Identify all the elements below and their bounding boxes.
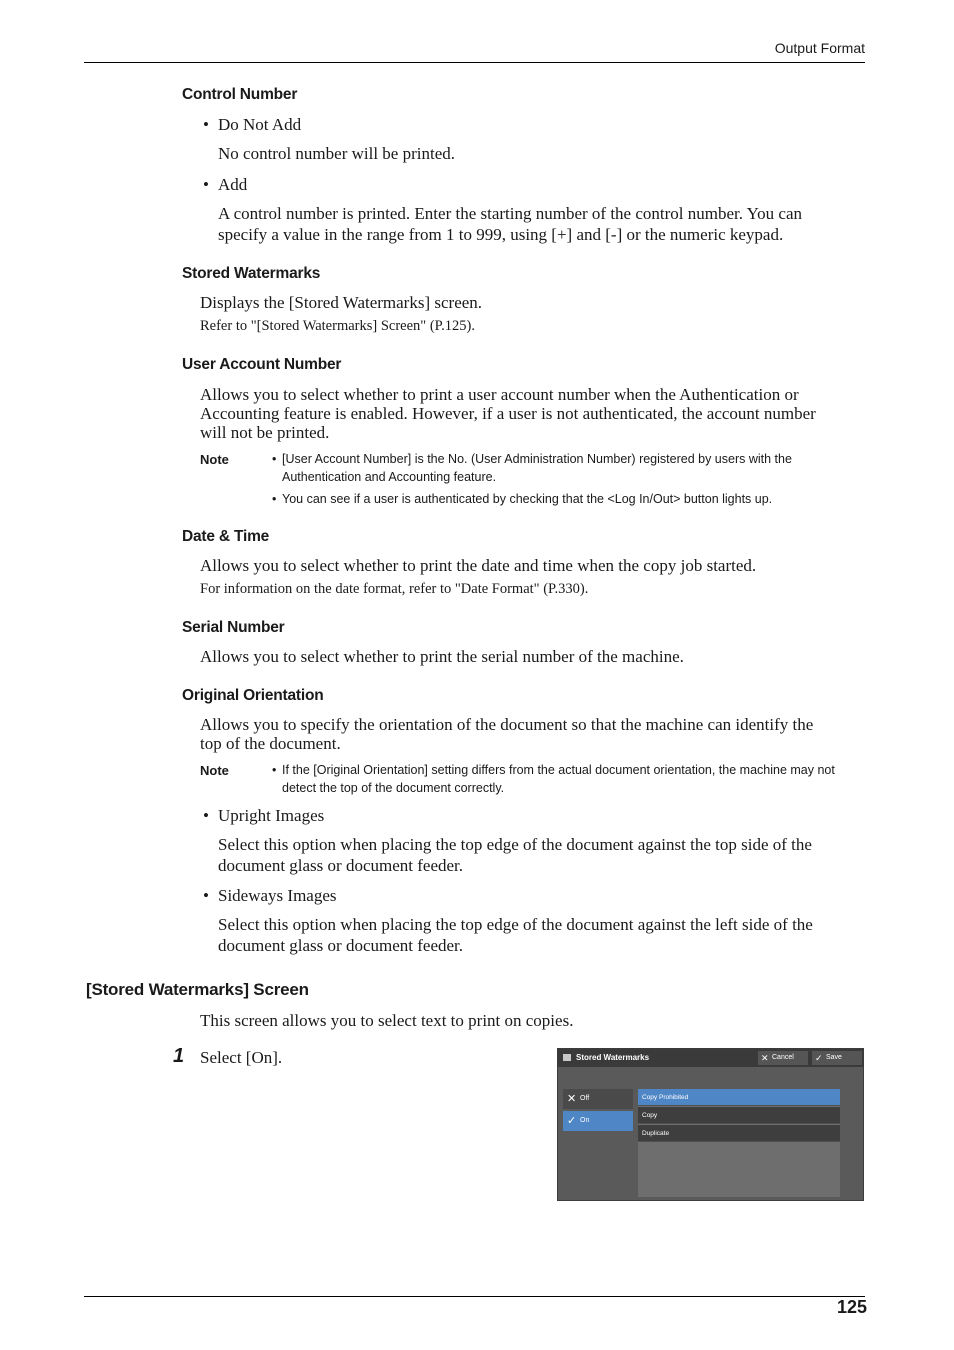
page-number: 125 (836, 1297, 867, 1317)
list-item-copy[interactable]: Copy (638, 1107, 840, 1124)
cross-reference-link[interactable]: Refer to "[Stored Watermarks] Screen" (P.125). (200, 318, 475, 334)
check-icon: ✓ (815, 1053, 823, 1063)
screen-title: Stored Watermarks (576, 1053, 650, 1062)
paragraph: Displays the [Stored Watermarks] screen. (200, 293, 483, 312)
heading-stored-watermarks-screen: [Stored Watermarks] Screen (86, 980, 309, 999)
paragraph: Allows you to specify the orientation of the document so that the machine can identify the top of the document. (200, 715, 814, 753)
paragraph: No control number will be printed. (218, 144, 456, 163)
note-label: Note (200, 452, 229, 467)
paragraph: Select this option when placing the top edge of the document against the left side of the document glass or document feeder. (218, 915, 813, 955)
watermark-icon (563, 1054, 571, 1061)
step-number: 1 (173, 1045, 185, 1067)
on-button[interactable]: ✓ On (563, 1111, 633, 1131)
footer-rule (84, 1296, 865, 1297)
off-button[interactable]: ✕ Off (563, 1089, 633, 1109)
paragraph: A control number is printed. Enter the starting number of the control number. You can specify a value in the range from 1 to 999, using [+] and [-] or the numeric keypad. (218, 204, 803, 244)
paragraph: This screen allows you to select text to print on copies. (200, 1011, 574, 1030)
heading-date-time: Date & Time (182, 528, 270, 545)
close-icon: ✕ (761, 1053, 769, 1063)
step-text: Select [On]. (200, 1048, 283, 1067)
note: • [User Account Number] is the No. (User Administration Number) registered by users with the Authentication and Accounting feature. • You can see if a user is authenticated by checking that the <Log In/Out> button lights up. (272, 452, 792, 506)
check-icon: ✓ (567, 1115, 577, 1127)
paragraph: Select this option when placing the top edge of the document against the top side of the document glass or document feeder. (218, 835, 812, 875)
running-head: Output Format (774, 40, 865, 56)
list-item: • Add (203, 175, 248, 194)
note: • If the [Original Orientation] setting differs from the actual document orientation, the machine may not detect the top of the document correctly. (272, 763, 835, 795)
paragraph: Allows you to select whether to print a user account number when the Authentication or Accounting feature is enabled. However, if a user is not authenticated, the account number will not be printed. (200, 385, 816, 442)
heading-original-orientation: Original Orientation (182, 687, 324, 704)
stored-watermarks-screenshot (557, 1048, 864, 1201)
list-item: • Upright Images (203, 806, 325, 825)
list-item-copy-prohibited[interactable]: Copy Prohibited (638, 1089, 840, 1106)
paragraph: Allows you to select whether to print the serial number of the machine. (200, 647, 684, 666)
header-rule (84, 62, 865, 63)
paragraph: Allows you to select whether to print the date and time when the copy job started. (200, 556, 757, 575)
cancel-button[interactable]: ✕ Cancel (758, 1051, 808, 1065)
save-button[interactable]: ✓ Save (812, 1051, 862, 1065)
cross-reference-link[interactable]: For information on the date format, refer to "Date Format" (P.330). (200, 581, 589, 597)
heading-stored-watermarks: Stored Watermarks (182, 265, 321, 282)
close-icon: ✕ (567, 1093, 577, 1105)
heading-serial-number: Serial Number (182, 619, 285, 636)
note-label: Note (200, 763, 229, 778)
list-item: • Sideways Images (203, 886, 337, 905)
heading-control-number: Control Number (182, 86, 298, 103)
heading-user-account-number: User Account Number (182, 356, 342, 373)
list-item: • Do Not Add (203, 115, 302, 134)
list-item-duplicate[interactable]: Duplicate (638, 1125, 840, 1142)
